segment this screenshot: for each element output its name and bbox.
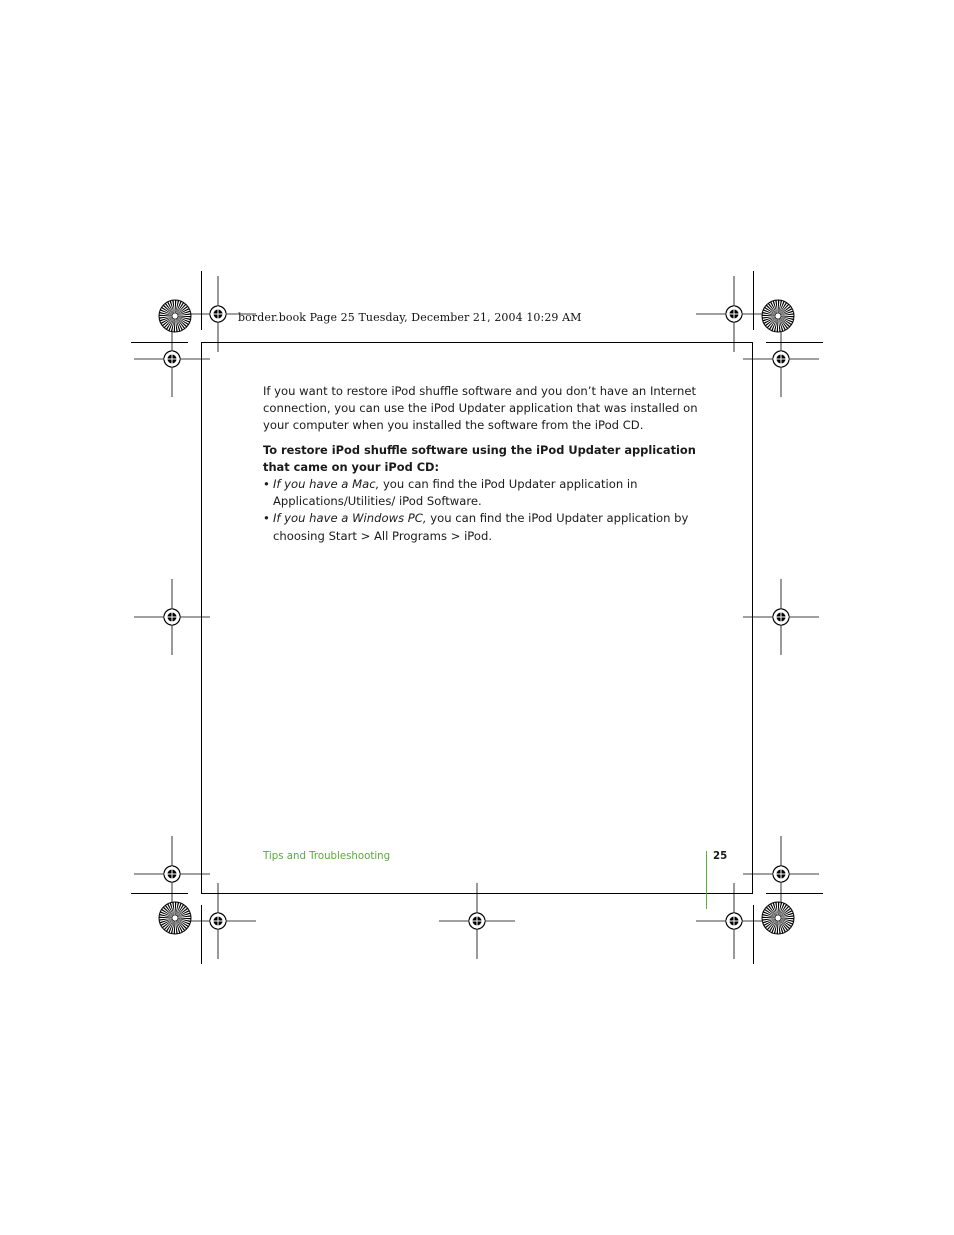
registration-target-mark — [134, 321, 210, 397]
registration-target-mark — [134, 579, 210, 655]
page-number: 25 — [713, 851, 728, 862]
registration-target-mark — [743, 836, 819, 912]
bullet-text: you can find the iPod Updater application in Applications/Utilities/ iPod Software. — [273, 477, 638, 509]
list-item — [263, 476, 709, 510]
registration-target-mark — [743, 579, 819, 655]
intro-paragraph: If you want to restore iPod shuffle software and you don’t have an Internet connection, you can use the iPod Updater application that was installed on your computer when you installed the software from the iPod CD. — [263, 384, 698, 433]
bullet-glyph: • — [263, 477, 270, 492]
registration-target-mark — [134, 836, 210, 912]
body-text — [263, 383, 709, 545]
registration-target-mark — [696, 883, 772, 959]
footer-section-title: Tips and Troubleshooting — [263, 851, 391, 862]
bullet-lead: If you have a Windows PC, — [273, 511, 427, 526]
starburst-mark — [762, 300, 794, 332]
list-item — [263, 510, 709, 544]
bullet-lead: If you have a Mac, — [273, 477, 380, 492]
registration-target-mark — [696, 276, 772, 352]
bullet-text: you can find the iPod Updater application by choosing Start > All Programs > iPod. — [273, 511, 689, 543]
slug-line: border.book Page 25 Tuesday, December 21, 2004 10:29 AM — [238, 311, 582, 324]
registration-target-mark — [743, 321, 819, 397]
procedure-heading: To restore iPod shuffle software using the iPod Updater application that came on your iPod CD: — [263, 442, 696, 474]
registration-target-mark — [439, 883, 515, 959]
starburst-mark — [159, 300, 191, 332]
starburst-mark — [762, 902, 794, 934]
registration-target-mark — [180, 883, 256, 959]
bullet-list — [263, 476, 709, 545]
bullet-glyph: • — [263, 511, 270, 526]
starburst-mark — [159, 902, 191, 934]
